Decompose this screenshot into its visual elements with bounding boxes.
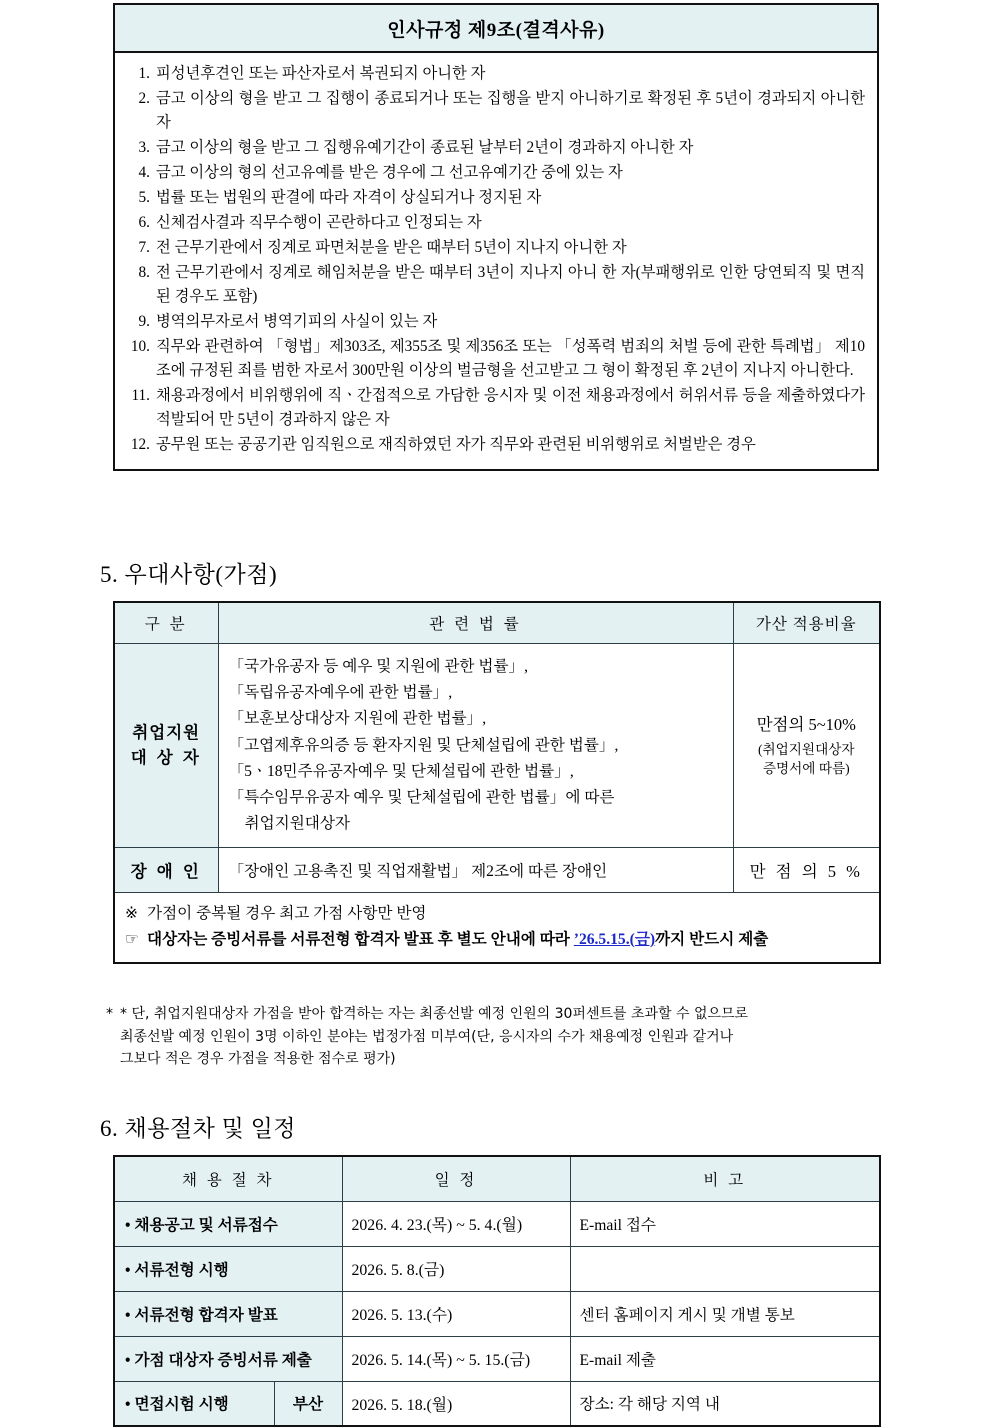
- rule-list-item: [129, 335, 865, 383]
- rate-note-line-2: 증명서에 따름): [762, 761, 850, 777]
- bullet-icon: •: [125, 1216, 131, 1234]
- rule-item-text: 신체검사결과 직무수행이 곤란하다고 인정되는 자: [156, 214, 482, 232]
- cell-schedule: 2026. 5. 18.(월): [342, 1381, 570, 1426]
- rule-item-text: 금고 이상의 형을 받고 그 집행이 종료되거나 또는 집행을 받지 아니하기로 확정된 후 5년이 경과되지 아니한 자: [156, 90, 865, 132]
- rule-list-item: [129, 136, 865, 160]
- rule-item-number: 5.: [138, 189, 150, 207]
- rule-item-text: 금고 이상의 형의 선고유예를 받은 경우에 그 선고유예기간 중에 있는 자: [156, 164, 623, 182]
- procedure-label: 가점 대상자 증빙서류 제출: [134, 1351, 312, 1369]
- table-header-row: [114, 1156, 880, 1201]
- note-text-before: 대상자는 증빙서류를 서류전형 합격자 발표 후 별도 안내에 따라: [147, 930, 574, 948]
- footnote-line-2: 최종선발 예정 인원이 3명 이하인 분야는 법정가점 미부여(단, 응시자의 수가 채용예정 인원과 같거나: [120, 1028, 734, 1045]
- rule-item-number: 7.: [138, 239, 150, 257]
- law-line: 취업지원대상자: [244, 815, 350, 833]
- procedure-label: 서류전형 시행: [134, 1261, 229, 1279]
- footnote-marker: *: [106, 1006, 113, 1022]
- header-bonus-rate: 가산 적용비율: [733, 602, 880, 644]
- cell-schedule: 2026. 4. 23.(목) ~ 5. 4.(월): [342, 1201, 570, 1246]
- rule-list-item: [129, 310, 865, 334]
- note-text-duplicate-bonus: 가점이 중복될 경우 최고 가점 사항만 반영: [147, 905, 427, 923]
- header-related-laws: 관 련 법 률: [218, 602, 733, 644]
- table-row-disabled: [114, 848, 880, 893]
- rule-list-item: [129, 161, 865, 185]
- procedure-label: 서류전형 합격자 발표: [134, 1306, 278, 1324]
- law-line: 「보훈보상대상자 지원에 관한 법률」,: [228, 710, 487, 728]
- personnel-rule-box: [113, 3, 879, 471]
- rule-list-item: [129, 384, 865, 432]
- rule-item-number: 8.: [138, 264, 150, 282]
- rule-item-number: 3.: [138, 139, 150, 157]
- rule-item-text: 직무와 관련하여 「형법」제303조, 제355조 및 제356조 또는 「성폭력 범죄의 처벌 등에 관한 특례법」 제10조에 규정된 죄를 범한 자로서 300만원 이상의 벌금형을 선고받고 그 형이 확정된 후 2년이 지나지 아니한다.: [156, 338, 865, 380]
- rule-list-item: [129, 211, 865, 235]
- rule-item-number: 1.: [138, 65, 150, 82]
- section6-heading: 6. 채용절차 및 일정: [100, 1116, 297, 1141]
- rule-item-text: 전 근무기관에서 징계로 파면처분을 받은 때부터 5년이 지나지 아니한 자: [156, 239, 627, 257]
- header-remarks: 비 고: [570, 1156, 880, 1201]
- rule-list-item: [129, 186, 865, 210]
- note-text-submission-deadline: [147, 927, 869, 952]
- rule-item-number: 4.: [138, 164, 150, 182]
- cell-procedure: [114, 1291, 342, 1336]
- section5-heading: 5. 우대사항(가점): [100, 562, 278, 587]
- cell-region: 부산: [274, 1381, 342, 1426]
- rule-item-number: 2.: [138, 90, 150, 108]
- rule-item-text: 법률 또는 법원의 판결에 따라 자격이 상실되거나 정지된 자: [156, 189, 542, 207]
- cell-procedure: [114, 1336, 342, 1381]
- note-marker-asterisk: ※: [125, 905, 139, 923]
- cell-rate-employment-support: [733, 644, 880, 848]
- rate-note-line-1: (취업지원대상자: [758, 741, 855, 757]
- table-row: [114, 1291, 880, 1336]
- bullet-icon: •: [125, 1261, 131, 1279]
- cell-law-disabled: 「장애인 고용촉진 및 직업재활법」 제2조에 따른 장애인: [218, 848, 733, 893]
- rule-item-text: 병역의무자로서 병역기피의 사실이 있는 자: [156, 313, 438, 331]
- footnote-line-1: * 단, 취업지원대상자 가점을 받아 합격하는 자는 최종선발 예정 인원의 30퍼센트를 초과할 수 없으므로: [120, 1006, 749, 1022]
- rule-list-item: [129, 236, 865, 260]
- preference-footnote: [106, 1003, 896, 1071]
- bullet-icon: •: [125, 1351, 131, 1369]
- cell-schedule: 2026. 5. 14.(목) ~ 5. 15.(금): [342, 1336, 570, 1381]
- preference-table: [113, 601, 881, 964]
- rule-list-item: [129, 87, 865, 135]
- rule-item-number: 11.: [131, 387, 150, 405]
- bullet-icon: •: [125, 1396, 131, 1414]
- table-header-row: [114, 602, 880, 644]
- rule-item-text: 금고 이상의 형을 받고 그 집행유예기간이 종료된 날부터 2년이 경과하지 아니한 자: [156, 139, 694, 157]
- law-line: 「고엽제후유의증 등 환자지원 및 단체설립에 관한 법률」,: [228, 736, 619, 754]
- cell-procedure: [114, 1246, 342, 1291]
- footnote-line-3: 그보다 적은 경우 가점을 적용한 점수로 평가): [120, 1051, 396, 1068]
- rule-item-text: 채용과정에서 비위행위에 직ㆍ간접적으로 가담한 응시자 및 이전 채용과정에서 허위서류 등을 제출하였다가 적발되어 만 5년이 경과하지 않은 자: [156, 387, 865, 429]
- personnel-rule-title: 인사규정 제9조(결격사유): [115, 5, 877, 53]
- procedure-label: 면접시험 시행: [134, 1396, 229, 1414]
- rule-list-item: [129, 261, 865, 309]
- cell-schedule: 2026. 5. 13.(수): [342, 1291, 570, 1336]
- rate-main: 만점의 5~10%: [756, 715, 856, 735]
- law-line: 「5ㆍ18민주유공자예우 및 단체설립에 관한 법률」,: [228, 762, 574, 780]
- category-line-1: 취업지원: [132, 722, 201, 742]
- note-marker-pointer: ☞: [125, 930, 139, 948]
- category-line-2: 대 상 자: [130, 747, 202, 767]
- table-row: [114, 1381, 880, 1426]
- cell-remarks: E-mail 제출: [570, 1336, 880, 1381]
- footnote-first-line: [106, 1003, 896, 1026]
- table-row: [114, 1201, 880, 1246]
- header-schedule: 일 정: [342, 1156, 570, 1201]
- rule-item-number: 9.: [138, 313, 150, 331]
- cell-remarks: E-mail 접수: [570, 1201, 880, 1246]
- personnel-rule-list: [115, 53, 877, 469]
- law-line: 「독립유공자예우에 관한 법률」,: [228, 684, 453, 702]
- law-line: 「국가유공자 등 예우 및 지원에 관한 법률」,: [228, 658, 528, 675]
- table-row: [114, 1336, 880, 1381]
- cell-category-employment-support: [114, 644, 218, 848]
- deadline-date-highlight: ’26.5.15.(금): [573, 930, 656, 948]
- law-line: 「특수임무유공자 예우 및 단체설립에 관한 법률」에 따른: [228, 788, 615, 806]
- rule-item-number: 10.: [130, 338, 150, 356]
- cell-remarks: 장소: 각 해당 지역 내: [570, 1381, 880, 1426]
- note-item-submission-deadline: [125, 927, 869, 952]
- header-category: 구 분: [114, 602, 218, 644]
- procedure-label: 채용공고 및 서류접수: [134, 1216, 278, 1234]
- cell-schedule: 2026. 5. 8.(금): [342, 1246, 570, 1291]
- cell-laws-employment-support: [218, 644, 733, 848]
- table-row-employment-support: [114, 644, 880, 848]
- note-item-duplicate-bonus: [125, 901, 869, 926]
- cell-notes: [114, 893, 880, 963]
- rule-item-text: 피성년후견인 또는 파산자로서 복권되지 아니한 자: [156, 65, 486, 82]
- cell-category-disabled: 장 애 인: [114, 848, 218, 893]
- rule-item-number: 12.: [130, 436, 150, 454]
- recruitment-schedule-table: [113, 1155, 881, 1427]
- table-row-notes: [114, 893, 880, 963]
- bullet-icon: •: [125, 1306, 131, 1324]
- cell-remarks: [570, 1246, 880, 1291]
- rule-list-item: [129, 62, 865, 86]
- cell-procedure: [114, 1381, 274, 1426]
- rule-item-text: 공무원 또는 공공기관 임직원으로 재직하였던 자가 직무와 관련된 비위행위로 처벌받은 경우: [156, 436, 756, 454]
- note-text-after: 까지 반드시 제출: [655, 930, 769, 948]
- cell-remarks: 센터 홈페이지 게시 및 개별 통보: [570, 1291, 880, 1336]
- header-procedure: 채 용 절 차: [114, 1156, 342, 1201]
- table-row: [114, 1246, 880, 1291]
- rule-list-item: [129, 433, 865, 457]
- rule-item-number: 6.: [138, 214, 150, 232]
- cell-procedure: [114, 1201, 342, 1246]
- rule-item-text: 전 근무기관에서 징계로 해임처분을 받은 때부터 3년이 지나지 아니 한 자(부패행위로 인한 당연퇴직 및 면직된 경우도 포함): [156, 264, 865, 306]
- cell-rate-disabled: 만 점 의 5 %: [733, 848, 880, 893]
